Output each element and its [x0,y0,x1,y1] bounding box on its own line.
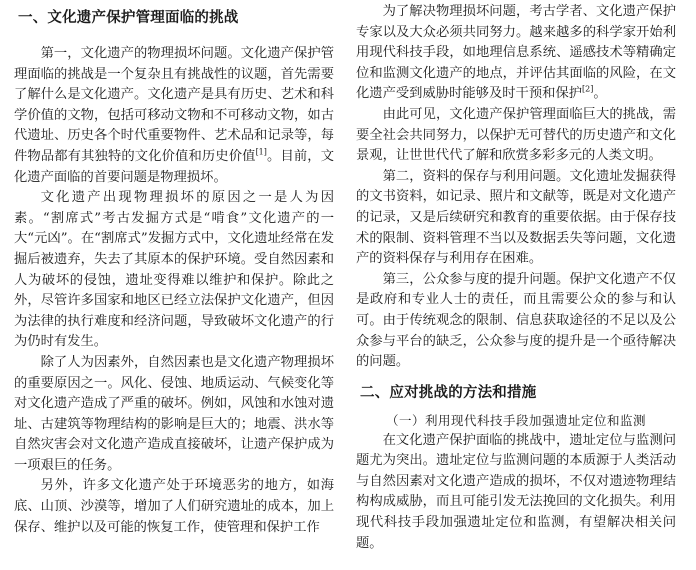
subsection-heading: （一）利用现代科技手段加强遗址定位和监测 [385,412,646,428]
paragraph [14,44,334,188]
paragraph [356,2,676,105]
paragraph: 除了人为因素外，自然因素也是文化遗产物理损坏的重要原因之一。风化、侵蚀、地质运动、气候变化等对文化遗产造成了严重的破坏。例如，风蚀和水蚀对遗址、古建筑等物理结构的影响是巨大的；地震、洪水等自然灾害会对文化遗产造成直接破坏，让遗产保护成为一项艰巨的任务。 [14,354,334,473]
right-column [356,0,676,554]
paragraph: 由此可见，文化遗产保护管理面临巨大的挑战，需要全社会共同努力，以保护无可替代的历史遗产和文化景观，让世世代代了解和欣赏多彩多元的人类文明。 [356,106,676,164]
paragraph: 第三，公众参与度的提升问题。保护文化遗产不仅是政府和专业人士的责任，而且需要公众的参与和认可。由于传统观念的限制、信息获取途径的不足以及公众参与平台的缺乏，公众参与度的提升是一个亟待解决的问题。 [356,271,676,370]
paragraph-text: 。 [593,86,607,102]
paragraph: 文化遗产出现物理损坏的原因之一是人为因素。“割席式”考古发掘方式是“啃食”文化遗产的一大“元凶”。在“割席式”发掘方式中，文化遗址经常在发掘后被遗弃，失去了其原本的保护环境。受自然因素和人为破坏的侵蚀，遗址变得难以维护和保护。除此之外，尽管许多国家和地区已经立法保护文化遗产，但因为法律的执行难度和经济问题，导致破坏文化遗产的行为仍时有发生。 [14,190,334,350]
citation-marker: [1] [255,147,267,157]
paragraph: 在文化遗产保护面临的挑战中，遗址定位与监测问题尤为突出。遗址定位与监测问题的本质源于人类活动与自然因素对文化遗产造成的损坏，不仅对遗迹物理结构构成威胁，而且可能引发无法挽回的文化损失。利用现代科技手段加强遗址定位和监测，有望解决相关问题。 [356,432,676,551]
paragraph-text: 为了解决物理损坏问题，考古学者、文化遗产保护专家以及大众必须共同努力。越来越多的科学家开始利用现代科技手段，如地理信息系统、遥感技术等精确定位和监测文化遗产的地点，并评估其面临的风险，在文化遗产受到威胁时能够及时干预和保护 [356,4,676,102]
paragraph: 另外，许多文化遗产处于环境恶劣的地方，如海底、山顶、沙漠等，增加了人们研究遗址的成本，加上保存、维护以及可能的恢复工作，使管理和保护工作 [14,478,334,535]
section-heading-challenges: 一、文化遗产保护管理面临的挑战 [18,10,239,26]
paragraph: 第二，资料的保存与利用问题。文化遗址发掘获得的文书资料，如记录、照片和文献等，既是对文化遗产的记录，又是后续研究和教育的重要依据。由于保存技术的限制、资料管理不当以及数据丢失等问题，文化遗产的资料保存与利用存在困难。 [356,168,676,267]
section-heading-methods: 二、应对挑战的方法和措施 [360,384,537,401]
paragraph-text: 。目前，文化遗产面临的首要问题是物理损坏。 [14,148,335,185]
left-column [14,0,334,538]
paragraph-text: 第一，文化遗产的物理损坏问题。文化遗产保护管理面临的挑战是一个复杂且有挑战性的议题，首先需要了解什么是文化遗产。文化遗产是具有历史、艺术和科学价值的文物，包括可移动文物和不可移动文物，如古代遗址、历史各个时代重要物件、艺术品和记录等，每件物品都有其独特的文化价值和历史价值 [14,46,334,164]
citation-marker: [2] [582,84,594,94]
